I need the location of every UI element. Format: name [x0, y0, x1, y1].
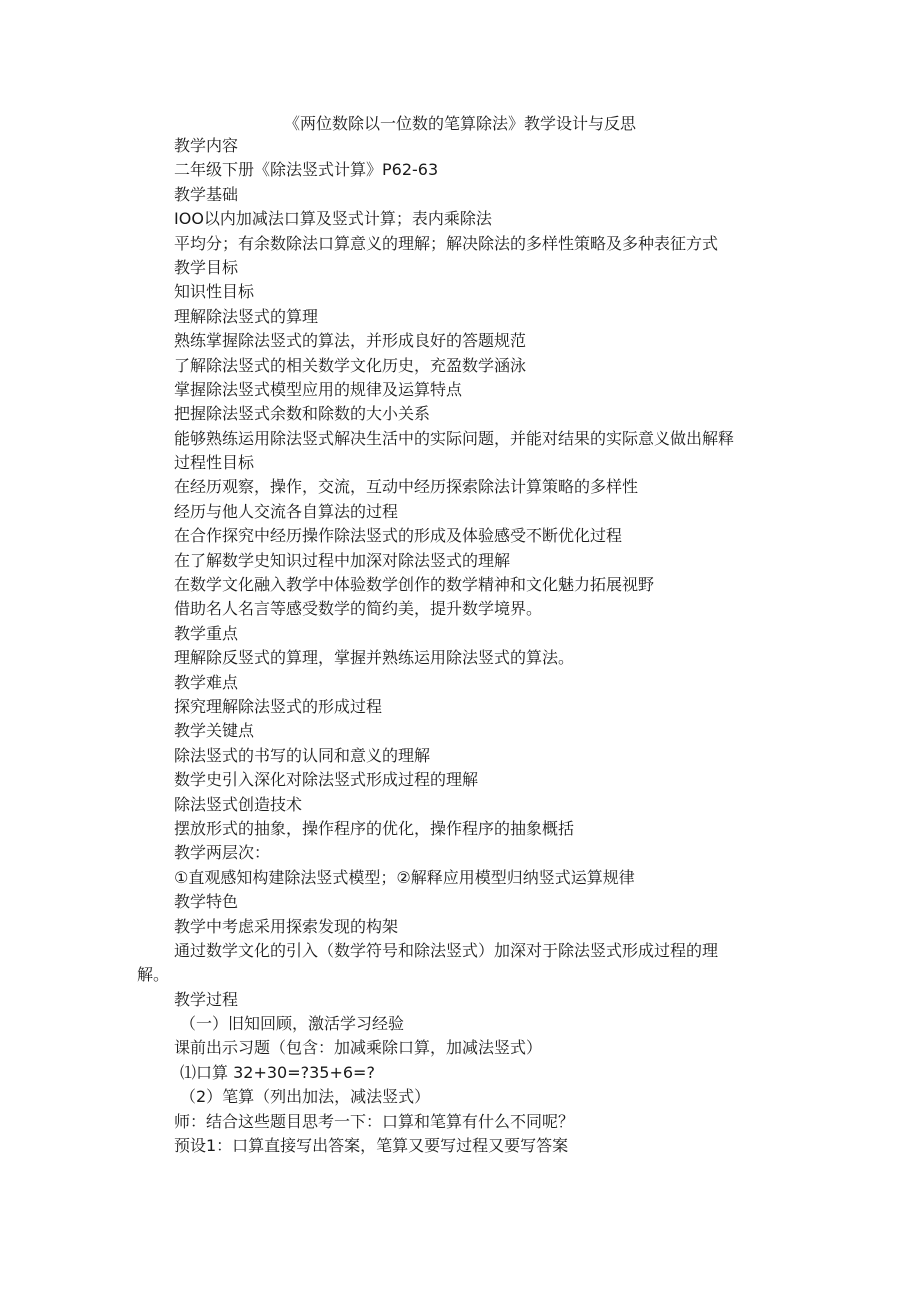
text-line: 二年级下册《除法竖式计算》P62-63 [174, 160, 439, 180]
text-line: 掌握除法竖式模型应用的规律及运算特点 [174, 379, 463, 399]
text-line: 教学中考虑采用探索发现的构架 [174, 916, 399, 936]
text-line: ①直观感知构建除法竖式模型；②解释应用模型归纳竖式运算规律 [174, 867, 635, 887]
text-line: 把握除法竖式余数和除数的大小关系 [174, 404, 431, 424]
text-line: 师：结合这些题目思考一下：口算和笔算有什么不同呢？ [174, 1111, 575, 1131]
text-line: 除法竖式创造技术 [174, 794, 303, 814]
text-line: 知识性目标 [174, 282, 255, 302]
text-line: 教学基础 [174, 184, 239, 204]
document-body [137, 134, 794, 1158]
text-line: 摆放形式的抽象，操作程序的优化，操作程序的抽象概括 [174, 818, 575, 838]
text-line: 在合作探究中经历操作除法竖式的形成及体验感受不断优化过程 [174, 526, 623, 546]
text-line: 数学史引入深化对除法竖式形成过程的理解 [174, 770, 479, 790]
text-line: 在数学文化融入教学中体验数学创作的数学精神和文化魅力拓展视野 [174, 575, 655, 595]
text-line: 教学过程 [174, 989, 239, 1009]
text-line: 教学目标 [174, 257, 239, 277]
text-line: 了解除法竖式的相关数学文化历史，充盈数学涵泳 [174, 355, 527, 375]
text-line: 教学关键点 [174, 721, 255, 741]
text-line: 理解除法竖式的算理 [174, 306, 319, 326]
text-line: 借助名人名言等感受数学的简约美，提升数学境界。 [174, 599, 543, 619]
text-line: 平均分；有余数除法口算意义的理解；解决除法的多样性策略及多种表征方式 [174, 233, 719, 253]
text-line: 教学内容 [174, 136, 239, 155]
text-line: 除法竖式的书写的认同和意义的理解 [174, 745, 431, 765]
text-line: 在经历观察，操作，交流，互动中经历探索除法计算策略的多样性 [174, 477, 639, 497]
text-line: （2）笔算（列出加法，减法竖式） [180, 1087, 431, 1107]
text-line: 探究理解除法竖式的形成过程 [174, 696, 383, 716]
text-line: （一）旧知回顾，激活学习经验 [180, 1014, 405, 1034]
text-line: 预设1：口算直接写出答案，笔算又要写过程又要写答案 [174, 1136, 569, 1156]
text-line: 过程性目标 [174, 453, 255, 473]
text-line: 理解除反竖式的算理，掌握并熟练运用除法竖式的算法。 [174, 648, 575, 668]
text-line: 通过数学文化的引入（数学符号和除法竖式）加深对于除法竖式形成过程的理 [174, 940, 719, 960]
text-line: 在了解数学史知识过程中加深对除法竖式的理解 [174, 550, 511, 570]
text-line: 教学重点 [174, 623, 239, 643]
text-line: 教学两层次： [174, 843, 271, 863]
text-line: 教学难点 [174, 672, 239, 692]
text-line: IOO以内加减法口算及竖式计算；表内乘除法 [174, 209, 492, 229]
text-line: 能够熟练运用除法竖式解决生活中的实际问题，并能对结果的实际意义做出解释 [174, 428, 735, 448]
text-line: 课前出示习题（包含：加减乘除口算，加减法竖式） [174, 1038, 543, 1058]
text-line: 熟练掌握除法竖式的算法，并形成良好的答题规范 [174, 331, 527, 351]
text-line: 经历与他人交流各自算法的过程 [174, 501, 399, 521]
text-line: ⑴口算 32+30=?35+6=? [180, 1062, 375, 1082]
text-line: 解。 [137, 965, 170, 985]
document-title: 《两位数除以一位数的笔算除法》教学设计与反思 [283, 114, 636, 133]
text-line: 教学特色 [174, 892, 239, 912]
